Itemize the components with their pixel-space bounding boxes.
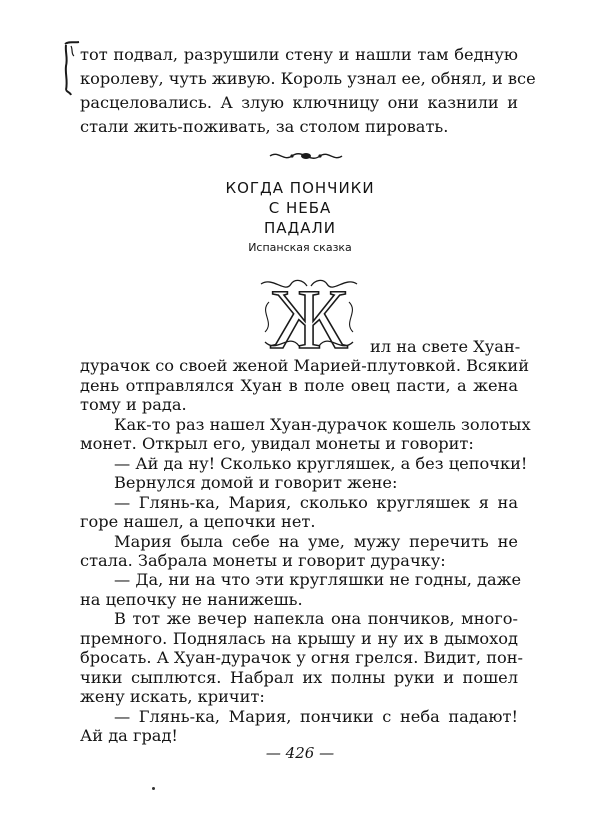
text-line: бросать. А Хуан-дурачок у огня грелся. Видит, пон- [80,648,524,667]
text-line: стала. Забрала монеты и говорит дурачку: [80,551,446,570]
story-subtitle: Испанская сказка [248,241,352,254]
text-line: дурачок со своей женой Марией-плутовкой. Всякий [80,356,529,375]
text-line: монет. Открыл его, увидал монеты и говорит: [80,434,474,453]
text-line: на цепочку не нанижешь. [80,590,303,609]
page-number: — 426 — [265,744,335,762]
text-line: королеву, чуть живую. Король узнал ее, обнял, и все [80,69,536,88]
text-line: — Да, ни на что эти кругляшки не годны, даже [114,570,522,589]
text-line: — Ай да ну! Сколько кругляшек, а без цепочки! [114,454,528,473]
drop-cap-initial [255,272,363,358]
text-line: Вернулся домой и говорит жене: [114,473,398,492]
text-line: премного. Поднялась на крышу и ну их в дымоход [80,629,518,648]
text-line: Как-то раз нашел Хуан-дурачок кошель золотых [114,415,531,434]
text-line: Мария была себе на уме, мужу перечить не [114,532,518,551]
decorative-initial-bracket [62,40,82,96]
text-line: Ай да град! [80,726,178,745]
text-line: — Глянь-ка, Мария, пончики с неба падают! [114,707,518,726]
story-title-line: С НЕБА [268,199,332,217]
text-line: стали жить-поживать, за столом пировать. [80,117,449,136]
story-title-line: КОГДА ПОНЧИКИ [225,179,375,197]
ornament-divider-icon [268,148,344,164]
text-line: — Глянь-ка, Мария, сколько кругляшек я на [114,493,518,512]
text-line: ил на свете Хуан- [370,337,521,356]
text-line: В тот же вечер напекла она пончиков, много- [114,609,518,628]
text-line: тому и рада. [80,395,187,414]
text-line: день отправлялся Хуан в поле овец пасти, а жена [80,376,518,395]
story-title-line: ПАДАЛИ [263,219,337,237]
text-line: жену искать, кричит: [80,687,265,706]
drop-cap-letter: Ж [270,272,348,358]
text-line: горе нашел, а цепочки нет. [80,512,316,531]
print-speck [152,787,155,790]
text-line: тот подвал, разрушили стену и нашли там бедную [80,45,518,64]
text-line: расцеловались. А злую ключницу они казнили и [80,93,518,112]
text-line: чики сыплются. Набрал их полны руки и пошел [80,668,518,687]
